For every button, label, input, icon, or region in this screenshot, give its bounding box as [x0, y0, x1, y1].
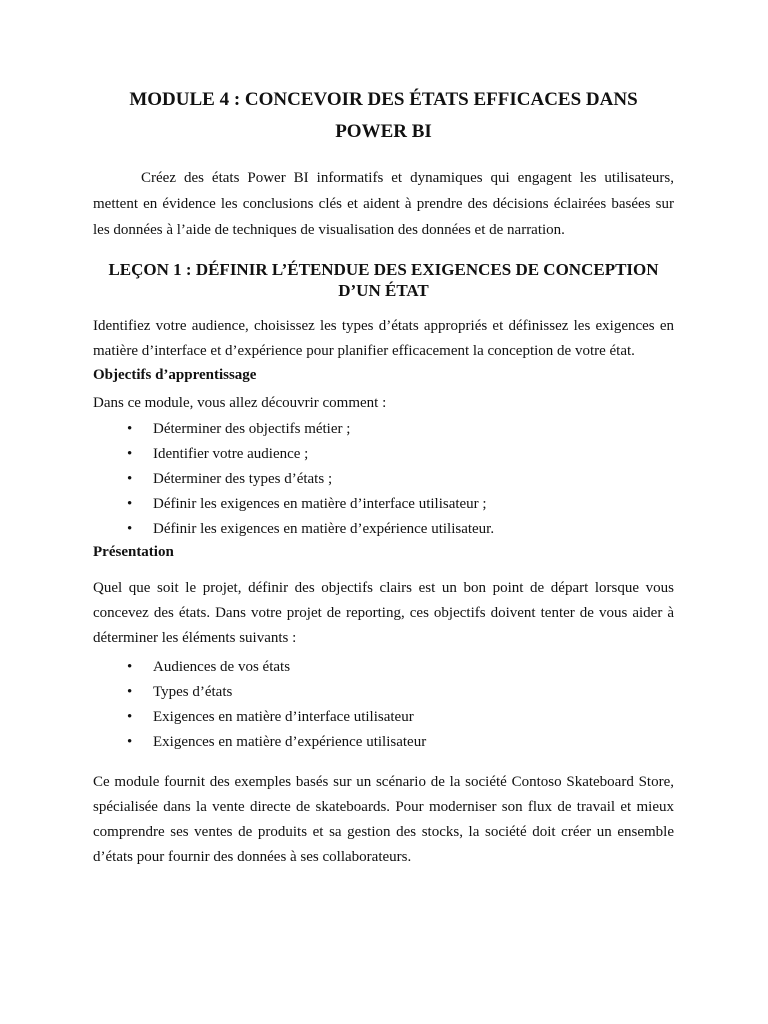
- list-item: [93, 730, 674, 755]
- bullet-icon: •: [127, 659, 133, 675]
- list-item: [93, 492, 674, 517]
- presentation-heading: Présentation: [93, 544, 174, 560]
- list-item: [93, 517, 674, 542]
- list-item-text: Définir les exigences en matière d’expérience utilisateur.: [153, 521, 495, 537]
- list-item-text: Types d’états: [153, 684, 233, 700]
- list-item: [93, 705, 674, 730]
- list-item-text: Identifier votre audience ;: [153, 446, 309, 462]
- bullet-icon: •: [127, 421, 133, 437]
- bullet-icon: •: [127, 734, 133, 750]
- list-item-text: Exigences en matière d’interface utilisateur: [153, 709, 414, 725]
- list-item-text: Exigences en matière d’expérience utilisateur: [153, 734, 427, 750]
- list-item: [93, 442, 674, 467]
- presentation-paragraph-2: Ce module fournit des exemples basés sur un scénario de la société Contoso Skateboard Store, spécialisée dans la vente directe de skateboards. Pour moderniser son flux de travail et mieux comprendre ses ventes de produits et sa gestion des stocks, la société doit créer un ensemble d’états pour fournir des données à ses collaborateurs.: [93, 774, 674, 865]
- bullet-icon: •: [127, 709, 133, 725]
- list-item-text: Définir les exigences en matière d’interface utilisateur ;: [153, 496, 487, 512]
- list-item-text: Audiences de vos états: [153, 659, 291, 675]
- bullet-icon: •: [127, 446, 133, 462]
- bullet-icon: •: [127, 496, 133, 512]
- objectives-lead: Dans ce module, vous allez découvrir comment :: [93, 395, 387, 411]
- document-page: [93, 84, 674, 870]
- bullet-icon: •: [127, 471, 133, 487]
- module-title: MODULE 4 : CONCEVOIR DES ÉTATS EFFICACES DANS POWER BI: [129, 89, 638, 142]
- list-item-text: Déterminer des types d’états ;: [153, 471, 333, 487]
- bullet-icon: •: [127, 684, 133, 700]
- list-item: [93, 655, 674, 680]
- bullet-icon: •: [127, 521, 133, 537]
- lesson-intro: Identifiez votre audience, choisissez les types d’états appropriés et définissez les exigences en matière d’interface et d’expérience pour planifier efficacement la conception de votre état.: [93, 318, 674, 359]
- presentation-list: [93, 655, 674, 755]
- list-item: [93, 467, 674, 492]
- objectives-list: [93, 417, 674, 542]
- objectives-heading: Objectifs d’apprentissage: [93, 367, 257, 383]
- list-item-text: Déterminer des objectifs métier ;: [153, 421, 351, 437]
- presentation-paragraph-1: Quel que soit le projet, définir des objectifs clairs est un bon point de départ lorsque vous concevez des états. Dans votre projet de reporting, ces objectifs doivent tenter de vous aider à déterminer les éléments suivants :: [93, 580, 674, 646]
- list-item: [93, 680, 674, 705]
- lesson-title: LEÇON 1 : DÉFINIR L’ÉTENDUE DES EXIGENCES DE CONCEPTION D’UN ÉTAT: [108, 260, 659, 300]
- module-intro: Créez des états Power BI informatifs et dynamiques qui engagent les utilisateurs, mettent en évidence les conclusions clés et aident à prendre des décisions éclairées basées sur les données à l’aide de techniques de visualisation des données et de narration.: [93, 170, 674, 238]
- list-item: [93, 417, 674, 442]
